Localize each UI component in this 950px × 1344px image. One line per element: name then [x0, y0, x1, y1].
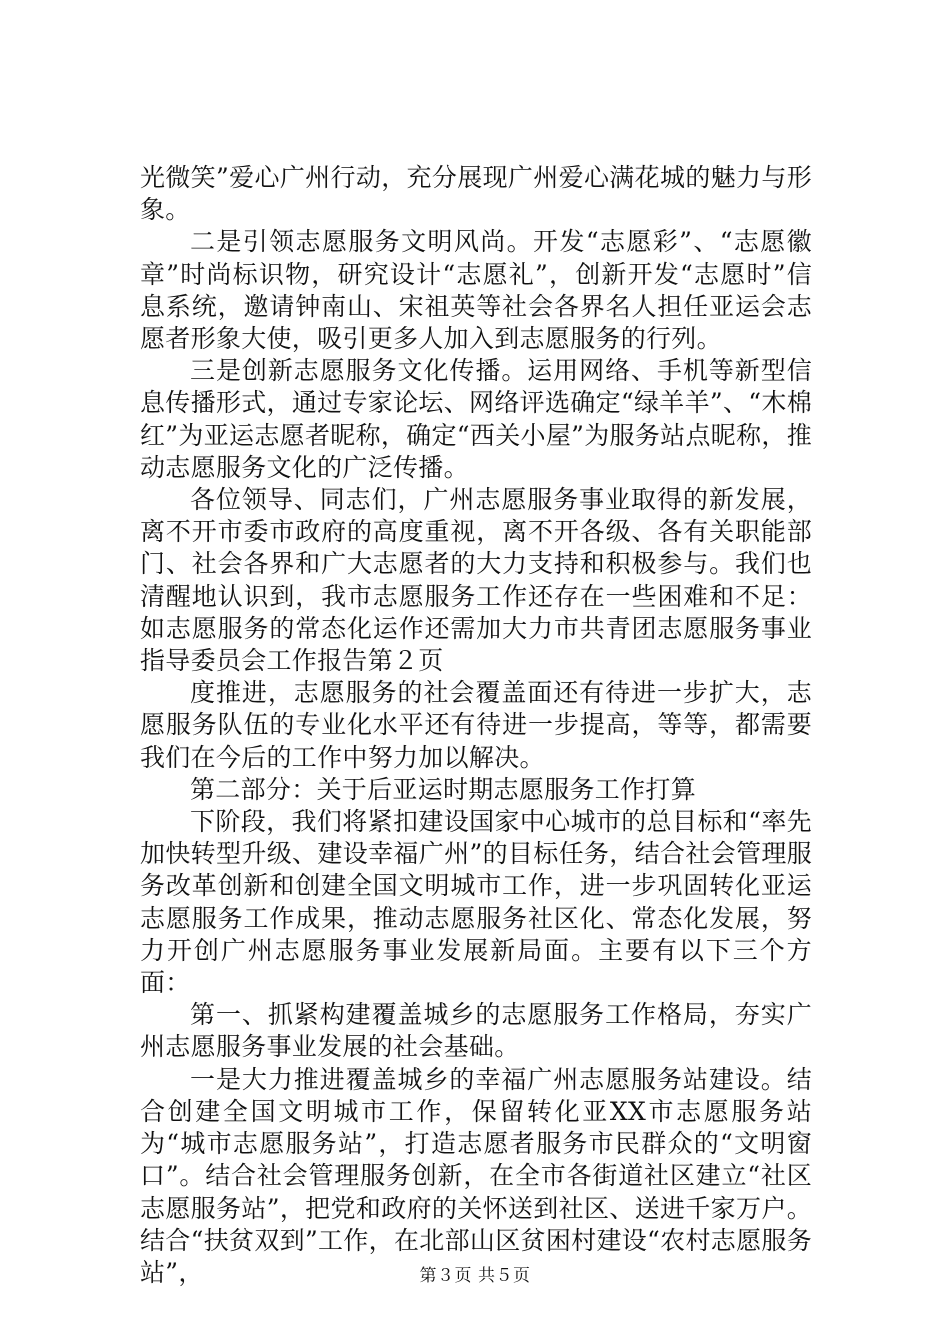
paragraph-2: 二是引领志愿服务文明风尚。开发“志愿彩”、“志愿徽章”时尚标识物，研究设计“志愿礼”，创新开发“志愿时”信息系统，邀请钟南山、宋祖英等社会各界名人担任亚运会志愿者形象大使，吸引更多人加入到志愿服务的行列。 — [140, 227, 812, 354]
paragraph-1: 光微笑”爱心广州行动，充分展现广州爱心满花城的魅力与形象。 — [140, 163, 812, 225]
document-body — [140, 162, 812, 1289]
paragraph-7: 第一、抓紧构建覆盖城乡的志愿服务工作格局，夯实广州志愿服务事业发展的社会基础。 — [140, 1000, 812, 1062]
paragraph-6: 下阶段，我们将紧扣建设国家中心城市的总目标和“率先加快转型升级、建设幸福广州”的目标任务，结合社会管理服务改革创新和创建全国文明城市工作，进一步巩固转化亚运志愿服务工作成果，推动志愿服务社区化、常态化发展，努力开创广州志愿服务事业发展新局面。主要有以下三个方面： — [140, 807, 812, 998]
paragraph-3: 三是创新志愿服务文化传播。运用网络、手机等新型信息传播形式，通过专家论坛、网络评选确定“绿羊羊”、“木棉红”为亚运志愿者昵称，确定“西关小屋”为服务站点昵称，推动志愿服务文化的广泛传播。 — [140, 356, 812, 482]
paragraph-4: 各位领导、同志们，广州志愿服务事业取得的新发展，离不开市委市政府的高度重视，离不开各级、各有关职能部门、社会各界和广大志愿者的大力支持和积极参与。我们也清醒地认识到，我市志愿服务工作还存在一些困难和不足：如志愿服务的常态化运作还需加大力市共青团志愿服务事业指导委员会工作报告第２页 — [140, 485, 812, 676]
section-heading: 第二部分：关于后亚运时期志愿服务工作打算 — [190, 774, 697, 804]
paragraph-8: 一是大力推进覆盖城乡的幸福广州志愿服务站建设。结合创建全国文明城市工作，保留转化亚XX市志愿服务站为“城市志愿服务站”，打造志愿者服务市民群众的“文明窗口”。结合社会管理服务创新，在全市各街道社区建立“社区志愿服务站”，把党和政府的关怀送到社区、送进千家万户。结合“扶贫双到”工作，在北部山区贫困村建设“农村志愿服务站”， — [140, 1064, 812, 1287]
paragraph-5: 度推进，志愿服务的社会覆盖面还有待进一步扩大，志愿服务队伍的专业化水平还有待进一步提高，等等，都需要我们在今后的工作中努力加以解决。 — [140, 678, 812, 772]
page-footer: 第３页 共５页 — [419, 1266, 531, 1286]
